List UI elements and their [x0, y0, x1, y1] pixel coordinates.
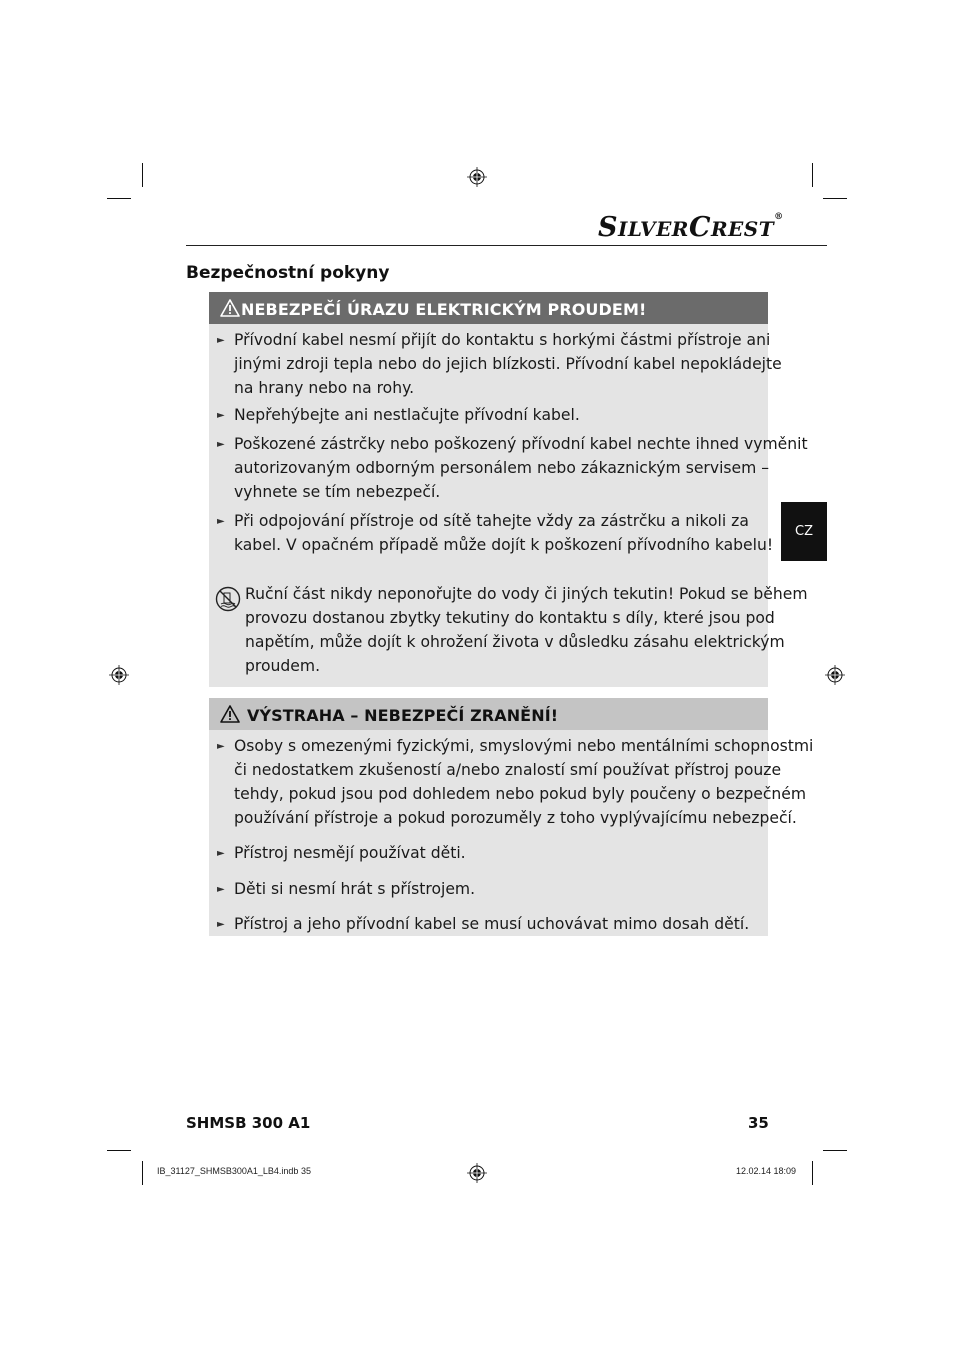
- bullet-icon: ►: [217, 848, 225, 859]
- section-title: Bezpečnostní pokyny: [186, 263, 390, 283]
- list-item: Osoby s omezenými fyzickými, smyslovými nebo mentálními schopnostmi či nedostatkem zkušeností a/nebo znalostí smí používat přístroj pouze tehdy, pokud jsou pod dohledem nebo pokud byly poučeny o bezpečném používání přístroje a pokud porozuměly z toho vyplývajícímu nebezpečí.: [234, 737, 814, 827]
- box-heading: [209, 292, 768, 324]
- crop-mark: [812, 1161, 813, 1185]
- box-heading: [209, 698, 768, 730]
- bullet-icon: ►: [217, 516, 225, 527]
- print-slug-file: IB_31127_SHMSB300A1_LB4.indb 35: [157, 1166, 311, 1176]
- immersion-note: Ruční část nikdy neponořujte do vody či jiných tekutin! Pokud se během provozu dostanou zbytky tekutiny do kontaktu s díly, které jsou pod napětím, může dojít k ohrožení života v důsledku zásahu elektrickým proudem.: [245, 585, 808, 675]
- list-item: Přívodní kabel nesmí přijít do kontaktu s horkými částmi přístroje ani jinými zdroji tepla nebo do jejich blízkosti. Přívodní kabel nepokládejte na hrany nebo na rohy.: [234, 331, 782, 397]
- language-tab: CZ: [781, 502, 827, 561]
- list-item: Děti si nesmí hrát s přístrojem.: [234, 880, 476, 898]
- box-heading-text: NEBEZPEČÍ ÚRAZU ELEKTRICKÝM PROUDEM!: [241, 300, 647, 319]
- list-item: Přístroj a jeho přívodní kabel se musí uchovávat mimo dosah dětí.: [234, 915, 750, 933]
- crop-mark: [823, 198, 847, 199]
- header-rule: [186, 245, 827, 246]
- bullet-icon: ►: [217, 919, 225, 930]
- crop-mark: [107, 198, 131, 199]
- bullet-icon: ►: [217, 884, 225, 895]
- bullet-icon: ►: [217, 410, 225, 421]
- brand-logo: SILVERCREST®: [598, 212, 784, 243]
- injury-warning-box: [209, 698, 814, 936]
- warning-triangle-icon: [220, 705, 240, 723]
- crop-mark: [142, 163, 143, 187]
- registration-target-icon: [467, 1163, 487, 1183]
- page-number: 35: [748, 1114, 769, 1132]
- warning-triangle-icon: [220, 299, 240, 317]
- box-heading-text: VÝSTRAHA – NEBEZPEČÍ ZRANĚNÍ!: [247, 706, 559, 725]
- model-number: SHMSB 300 A1: [186, 1114, 311, 1132]
- crop-mark: [823, 1150, 847, 1151]
- bullet-icon: ►: [217, 741, 225, 752]
- list-item: Přístroj nesmějí používat děti.: [234, 844, 466, 862]
- crop-mark: [812, 163, 813, 187]
- crop-mark: [142, 1161, 143, 1185]
- no-immersion-icon: [215, 586, 241, 612]
- crop-mark: [107, 1150, 131, 1151]
- list-item: Nepřehýbejte ani nestlačujte přívodní kabel.: [234, 406, 580, 424]
- registration-target-icon: [467, 167, 487, 187]
- bullet-icon: ►: [217, 335, 225, 346]
- list-item: Poškozené zástrčky nebo poškozený přívodní kabel nechte ihned vyměnit autorizovaným odborným personálem nebo zákaznickým servisem – vyhnete se tím nebezpečí.: [234, 435, 808, 501]
- bullet-icon: ►: [217, 439, 225, 450]
- list-item: Při odpojování přístroje od sítě tahejte vždy za zástrčku a nikoli za kabel. V opačném případě může dojít k poškození přívodního kabelu!: [234, 512, 774, 554]
- registration-target-icon: [825, 665, 845, 685]
- print-slug-date: 12.02.14 18:09: [736, 1166, 797, 1176]
- registration-target-icon: [109, 665, 129, 685]
